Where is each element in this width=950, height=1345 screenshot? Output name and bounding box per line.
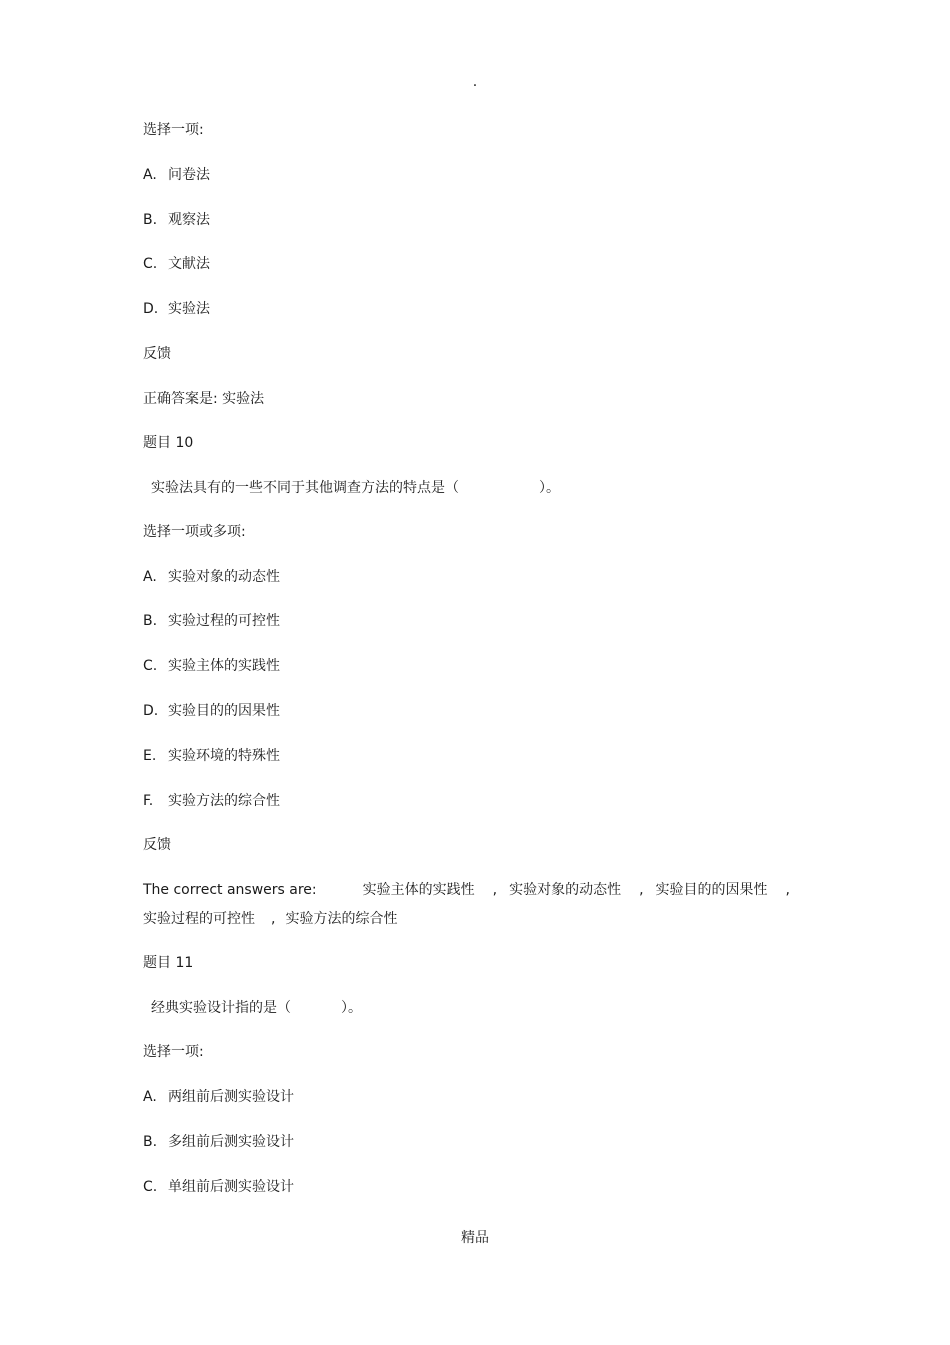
option-letter: C.: [143, 658, 158, 674]
q10-option-a[interactable]: [143, 567, 280, 587]
answer-separator: ,: [785, 882, 790, 898]
option-text: 两组前后测实验设计: [168, 1089, 294, 1105]
q10-option-d[interactable]: [143, 701, 280, 721]
option-text: 观察法: [168, 212, 210, 228]
answer-separator: ,: [492, 882, 498, 898]
q10-option-c[interactable]: [143, 656, 280, 676]
option-letter: B.: [143, 212, 158, 228]
q10-answer-item: 实验对象的动态性: [509, 882, 622, 898]
q9-feedback-label: 反馈: [143, 346, 171, 362]
q10-stem-start: 实验法具有的一些不同于其他调查方法的特点是（: [151, 480, 459, 496]
q9-prompt: 选择一项:: [143, 122, 204, 138]
option-text: 实验主体的实践性: [168, 658, 280, 674]
q10-answer-line-2: [143, 909, 397, 929]
q10-option-e[interactable]: [143, 746, 280, 766]
option-letter: A.: [143, 167, 157, 183]
q11-prompt: 选择一项:: [143, 1044, 204, 1060]
q11-title: 题目 11: [143, 955, 194, 971]
q9-answer: 正确答案是: 实验法: [143, 391, 265, 407]
answer-separator: ,: [639, 882, 644, 898]
option-text: 实验对象的动态性: [168, 569, 280, 585]
q9-option-d[interactable]: [143, 299, 210, 319]
option-text: 实验环境的特殊性: [168, 748, 280, 764]
footer-text: 精品: [461, 1230, 489, 1246]
q10-title: 题目 10: [143, 435, 194, 451]
q10-stem: [151, 478, 560, 498]
q11-option-a[interactable]: [143, 1087, 294, 1107]
option-letter: C.: [143, 256, 158, 272]
q10-answer-label: The correct answers are:: [143, 882, 317, 898]
q9-option-c[interactable]: [143, 254, 210, 274]
option-text: 实验方法的综合性: [168, 793, 280, 809]
q10-prompt: 选择一项或多项:: [143, 524, 246, 540]
option-letter: A.: [143, 1089, 157, 1105]
option-text: 实验法: [168, 301, 210, 317]
option-text: 实验目的的因果性: [168, 703, 280, 719]
q10-answer-item: 实验主体的实践性: [362, 882, 475, 898]
q11-stem: [151, 998, 362, 1018]
q10-answer-item: 实验过程的可控性: [143, 911, 255, 927]
option-text: 实验过程的可控性: [168, 613, 280, 629]
option-text: 文献法: [168, 256, 210, 272]
q11-stem-end: ）。: [341, 1000, 362, 1016]
option-letter: E.: [143, 748, 157, 764]
q11-option-c[interactable]: [143, 1177, 294, 1197]
answer-separator: ,: [271, 911, 276, 927]
option-letter: B.: [143, 613, 158, 629]
option-text: 问卷法: [168, 167, 210, 183]
option-letter: B.: [143, 1134, 158, 1150]
q10-feedback-label: 反馈: [143, 837, 171, 853]
q10-answer-line-1: [143, 880, 790, 900]
q10-stem-end: ）。: [539, 480, 560, 496]
q11-stem-start: 经典实验设计指的是（: [151, 1000, 291, 1016]
option-letter: F.: [143, 793, 154, 809]
option-text: 多组前后测实验设计: [168, 1134, 294, 1150]
q10-answer-item: 实验目的的因果性: [655, 882, 768, 898]
option-letter: D.: [143, 703, 159, 719]
header-dot: .: [472, 74, 478, 90]
option-text: 单组前后测实验设计: [168, 1179, 294, 1195]
option-letter: D.: [143, 301, 159, 317]
option-letter: C.: [143, 1179, 158, 1195]
q9-option-a[interactable]: [143, 165, 210, 185]
option-letter: A.: [143, 569, 157, 585]
q10-answer-item: 实验方法的综合性: [285, 911, 398, 927]
q9-option-b[interactable]: [143, 210, 210, 230]
q11-option-b[interactable]: [143, 1132, 294, 1152]
q10-option-b[interactable]: [143, 611, 280, 631]
q10-option-f[interactable]: [143, 791, 280, 811]
